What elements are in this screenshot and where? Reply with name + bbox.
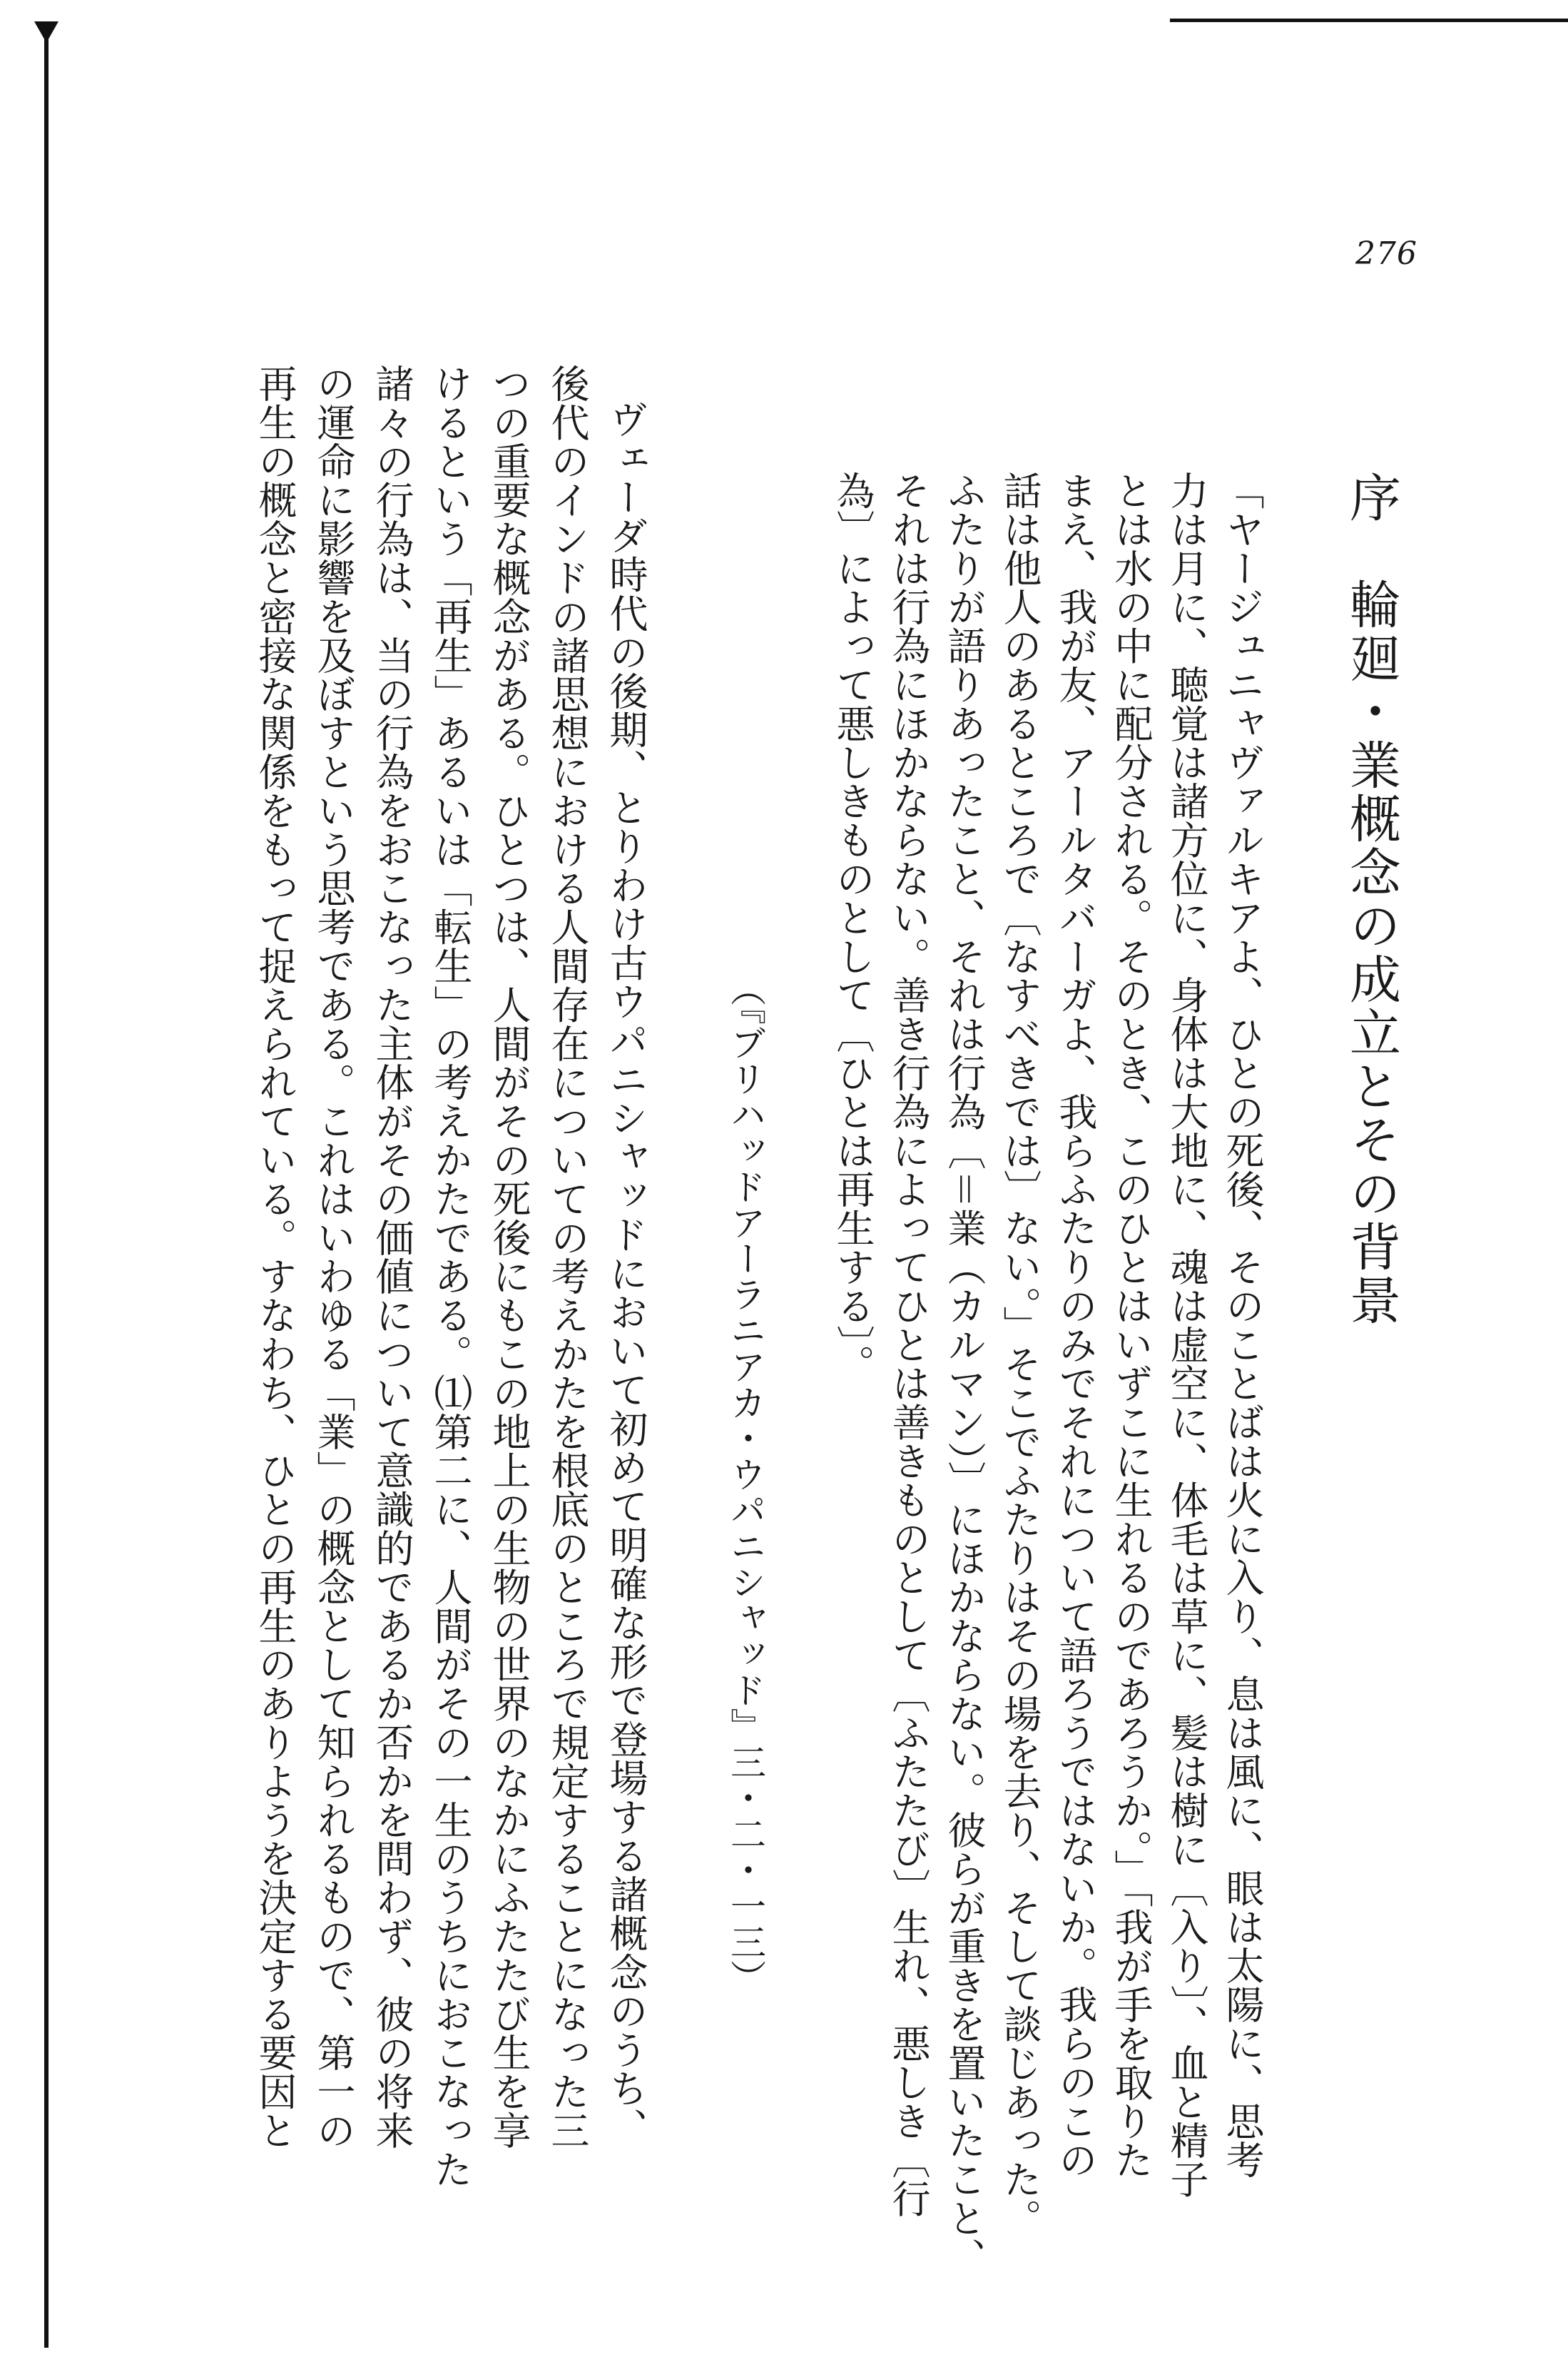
quote-line: 「ヤージュニャヴァルキアよ、ひとの死後、そのことばは火に入り、息は風に、眼は太陽に、思考 <box>1220 471 1265 2179</box>
quote-line: 為〕によって悪しきものとして〔ひとは再生する〕。 <box>830 471 875 1384</box>
page-number: 276 <box>1355 235 1417 272</box>
body-line: ヴェーダ時代の後期、とりわけ古ウパニシャッドにおいて初めて明確な形で登場する諸概念のうち、 <box>604 400 648 2146</box>
left-margin-rule <box>44 29 49 2348</box>
quote-line: それは行為にほかならない。善き行為によってひとは善きものとして〔ふたたび〕生れ、悪しき〔行 <box>886 471 931 2218</box>
citation: （『ブリハッドアーラニアカ・ウパニシャッド』三・二・一三） <box>725 970 766 1996</box>
quote-line: とは水の中に配分される。そのとき、このひとはいずこに生れるのであろうか。」「我が手を取りた <box>1109 471 1154 2179</box>
quote-line: ふたりが語りあったこと、それは行為〔＝業（カルマン）〕にほかならない。彼らが重きを置いたこと、 <box>942 471 987 2276</box>
body-line: 後代のインドの諸思想における人間存在についての考えかたを根底のところで規定することになった三 <box>545 364 590 2150</box>
body-line: の運命に影響を及ぼすという思考である。これはいわゆる「業」の概念として知られるもので、第一の <box>311 364 356 2150</box>
body-line: 再生の概念と密接な関係をもって捉えられている。すなわち、ひとの再生のありようを決定する要因と <box>253 364 297 2150</box>
body-line: けるという「再生」あるいは「転生」の考えかたである。⑴第二に、人間がその一生のうちにおこなった <box>428 364 473 2189</box>
quote-line: 力は月に、聴覚は諸方位に、身体は大地に、魂は虚空に、体毛は草に、髪は樹に〔入り〕、血と精子 <box>1164 471 1209 2199</box>
body-line: 諸々の行為は、当の行為をおこなった主体がその価値について意識的であるか否かを問わず、彼の将来 <box>370 364 414 2150</box>
chapter-title: 序 輪廻・業概念の成立とその背景 <box>1341 471 1401 1327</box>
left-margin-rule-cap <box>34 21 58 43</box>
quote-line: 話は他人のあるところで〔なすべきでは〕ない。」そこでふたりはその場を去り、そして談じあった。 <box>997 471 1042 2238</box>
quote-line: まえ、我が友、アールタバーガよ、我らふたりのみでそれについて語ろうではないか。我らのこの <box>1053 471 1098 2179</box>
top-rule <box>1170 19 1568 22</box>
body-line: つの重要な概念がある。ひとつは、人間がその死後にもこの地上の生物の世界のなかにふたたび生を享 <box>487 364 531 2150</box>
